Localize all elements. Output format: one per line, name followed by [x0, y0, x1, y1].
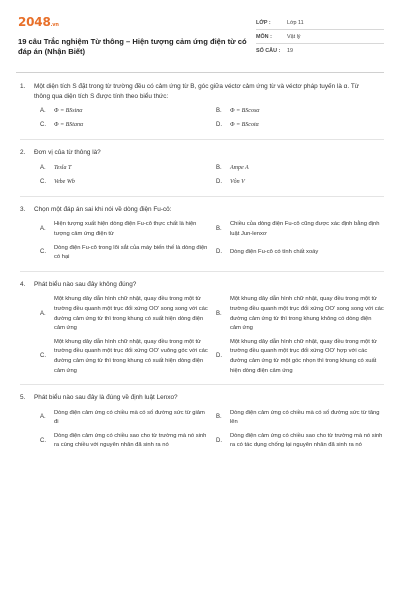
- answer-option-a[interactable]: [40, 218, 208, 241]
- answer-option-c[interactable]: [40, 242, 208, 265]
- option-text: Φ = BStanα: [54, 122, 84, 129]
- question-text: Phát biểu nào sau đây không đúng?: [34, 280, 137, 288]
- answer-option-d[interactable]: [216, 336, 384, 378]
- answer-option-a[interactable]: [40, 293, 208, 335]
- question-2: [20, 148, 384, 197]
- option-letter: C.: [40, 249, 46, 256]
- meta-value: 19: [287, 48, 293, 54]
- meta-value: Vật lý: [287, 33, 301, 40]
- option-text: Vebe Wb: [54, 178, 75, 185]
- meta-label: MÔN :: [256, 33, 272, 40]
- answer-option-b[interactable]: [216, 105, 384, 119]
- question-stem: [20, 280, 384, 290]
- answer-option-d[interactable]: [216, 242, 384, 265]
- answer-options: [20, 162, 384, 190]
- answer-option-b[interactable]: [216, 218, 384, 241]
- question-5: [20, 393, 384, 459]
- option-letter: B.: [216, 164, 222, 171]
- option-letter: D.: [216, 122, 222, 129]
- question-stem: [20, 82, 384, 101]
- option-text: Vôn V: [230, 178, 245, 185]
- site-logo[interactable]: [18, 16, 248, 31]
- answer-options: [20, 293, 384, 378]
- question-stem: [20, 393, 384, 403]
- meta-label: LỚP :: [256, 19, 271, 26]
- question-stem: [20, 148, 384, 158]
- option-text: Hiện tượng xuất hiện dòng điện Fu-cô thực chất là hiện tượng cảm ứng điện từ: [54, 221, 197, 237]
- answer-option-d[interactable]: [216, 119, 384, 133]
- option-text: Ampe A: [230, 164, 249, 171]
- option-text: Φ = BSsinα: [54, 108, 83, 115]
- option-letter: A.: [40, 226, 46, 233]
- option-letter: D.: [216, 249, 222, 256]
- option-text: Φ = BScosα: [230, 108, 260, 115]
- question-3: [20, 205, 384, 272]
- question-4: [20, 280, 384, 385]
- answer-option-d[interactable]: [216, 176, 384, 190]
- answer-options: [20, 407, 384, 453]
- answer-option-c[interactable]: [40, 119, 208, 133]
- question-text: Chọn một đáp án sai khi nói về dòng điện Fu-cô:: [34, 205, 172, 213]
- option-letter: C.: [40, 437, 46, 444]
- meta-table: [256, 16, 384, 62]
- option-letter: D.: [216, 178, 222, 185]
- meta-value: Lớp 11: [287, 19, 304, 26]
- option-letter: C.: [40, 353, 46, 360]
- answer-option-a[interactable]: [40, 162, 208, 176]
- option-text: Dòng điện Fu-cô trong lõi sắt của máy biến thế là dòng điện có hại: [54, 244, 208, 261]
- page-header: [18, 14, 384, 62]
- question-stem: [20, 205, 384, 215]
- answer-option-c[interactable]: [40, 430, 208, 453]
- option-letter: B.: [216, 226, 222, 233]
- answer-options: [20, 218, 384, 264]
- option-letter: C.: [40, 178, 46, 185]
- option-text: Dòng điện Fu-cô có tính chất xoáy: [230, 249, 319, 256]
- logo-main: 2048: [18, 15, 51, 29]
- question-text: Đơn vị của từ thông là?: [34, 149, 101, 157]
- option-text: Dòng điện cảm ứng có chiều sao cho từ trường mà nó sinh ra có tác dụng chống lại nguyên nhân đã sinh ra nó: [230, 432, 383, 449]
- meta-row-subject: [256, 30, 384, 44]
- question-1: [20, 82, 384, 140]
- question-number: 5.: [20, 394, 26, 402]
- option-text: Dòng điện cảm ứng có chiều sao cho từ trường mà nó sinh ra cùng chiều với nguyên nhân đã sinh ra nó: [54, 432, 207, 449]
- option-text: Φ = BScotα: [230, 122, 259, 129]
- option-letter: A.: [40, 164, 46, 171]
- option-text: Một khung dây dẫn hình chữ nhật, quay đều trong một từ trường đều quanh một trục đối xứng OO' song song với các đường cảm ứng từ thì trong khung không có dòng điện cảm ứng: [230, 296, 384, 332]
- option-letter: B.: [216, 108, 222, 115]
- option-letter: D.: [216, 353, 222, 360]
- answer-option-a[interactable]: [40, 105, 208, 119]
- answer-option-a[interactable]: [40, 407, 208, 430]
- answer-options: [20, 105, 384, 133]
- page-title: 19 câu Trắc nghiệm Từ thông – Hiện tượng cảm ứng điện từ có đáp án (Nhận Biết): [18, 37, 247, 56]
- option-text: Dòng điện cảm ứng có chiều mà có số đường sức từ tăng lên: [230, 409, 380, 426]
- brand-block: [18, 14, 248, 62]
- answer-option-d[interactable]: [216, 430, 384, 453]
- meta-row-class: [256, 16, 384, 30]
- option-text: Một khung dây dẫn hình chữ nhật, quay đều trong một từ trường đều quanh một trục đối xứng OO' song song với các đường cảm ứng từ thì trong khung có xuất hiện dòng điện cảm ứng: [54, 296, 208, 332]
- question-number: 1.: [20, 83, 26, 90]
- option-letter: D.: [216, 437, 222, 444]
- question-list: [20, 82, 384, 467]
- answer-option-c[interactable]: [40, 176, 208, 190]
- option-text: Tesla T: [54, 164, 72, 171]
- logo-suffix: .vn: [50, 22, 59, 28]
- option-letter: A.: [40, 108, 46, 115]
- answer-option-c[interactable]: [40, 336, 208, 378]
- answer-option-b[interactable]: [216, 293, 384, 335]
- option-letter: B.: [216, 310, 222, 317]
- option-text: Chiều của dòng điện Fu-cô cũng được xác định bằng định luật Jun-lenxơ: [230, 221, 380, 237]
- question-text: Phát biểu nào sau đây là đúng về định luật Lenxo?: [34, 394, 178, 402]
- meta-label: SỐ CÂU :: [256, 48, 281, 54]
- question-number: 2.: [20, 149, 26, 157]
- answer-option-b[interactable]: [216, 407, 384, 430]
- option-text: Một khung dây dẫn hình chữ nhật, quay đều trong một từ trường đều quanh một trục đối xứng OO' hợp với các đường cảm ứng từ một góc nhọn thì trong khung có xuất hiện dòng điện cảm ứng: [230, 338, 377, 374]
- question-text: Một diện tích S đặt trong từ trường đều có cảm ứng từ B, góc giữa véctơ cảm ứng từ và véctơ pháp tuyến là α. Từ thông qua diện tích S được tính theo biểu thức:: [34, 83, 360, 100]
- answer-option-b[interactable]: [216, 162, 384, 176]
- option-text: Một khung dây dẫn hình chữ nhật, quay đều trong một từ trường đều quanh một trục đối xứng OO' vuông góc với các đường cảm ứng từ thì trong khung có xuất hiện dòng điện cảm ứng: [54, 338, 208, 374]
- option-letter: C.: [40, 122, 46, 129]
- option-letter: B.: [216, 414, 222, 421]
- question-number: 4.: [20, 280, 26, 288]
- header-divider: [16, 72, 384, 73]
- question-number: 3.: [20, 205, 26, 213]
- option-letter: A.: [40, 414, 46, 421]
- meta-row-count: [256, 44, 384, 58]
- option-text: Dòng điện cảm ứng có chiều mà có số đường sức từ giảm đi: [54, 409, 205, 426]
- option-letter: A.: [40, 310, 46, 317]
